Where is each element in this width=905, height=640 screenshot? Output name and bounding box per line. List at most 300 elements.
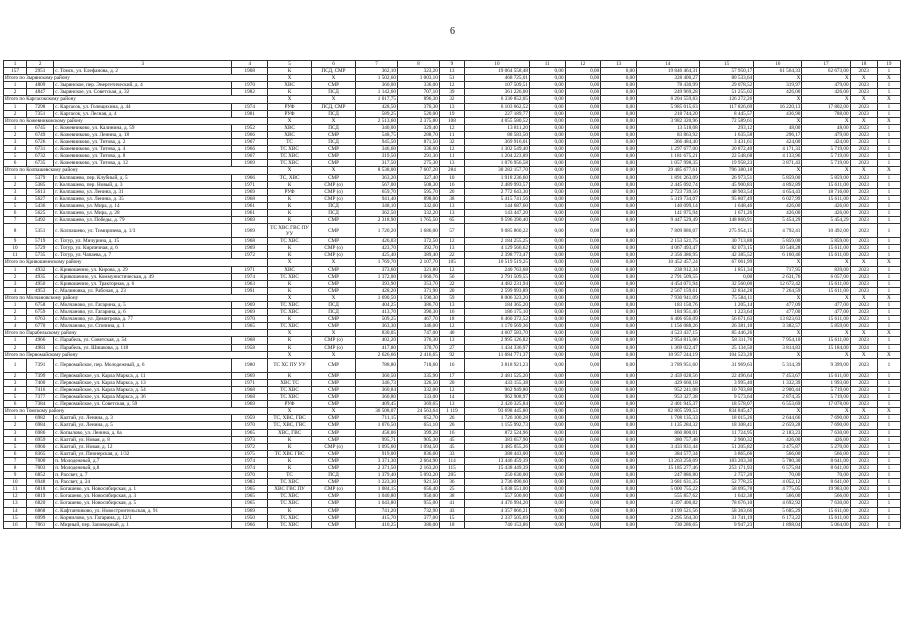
total-cell: 75 584,11 — [699, 294, 753, 301]
table-cell: с. Первомайское, ул. Карла Маркса, д. 54 — [54, 386, 232, 393]
table-cell: 2023 — [850, 82, 877, 89]
total-cell: Х — [802, 96, 850, 103]
table-cell: 0,00 — [565, 493, 601, 500]
table-cell: 2 318,90 — [356, 217, 398, 224]
table-cell: 2023 — [850, 287, 877, 294]
table-cell: 29 078,52 — [699, 82, 753, 89]
column-number-cell: 1 — [4, 61, 27, 68]
table-cell: 31 969,63 — [699, 358, 753, 372]
table-cell: 0,00 — [601, 479, 637, 486]
table-cell: 0,00 — [529, 500, 565, 507]
table-cell: 0,00 — [565, 280, 601, 287]
table-cell: 0,00 — [529, 195, 565, 202]
table-cell: 2 — [4, 89, 27, 96]
table-cell: 1 — [4, 358, 27, 372]
table-cell: СМР — [312, 415, 356, 422]
total-cell: 1 017,75 — [356, 96, 398, 103]
table-cell: 1970 — [232, 82, 268, 89]
table-cell: ТС, ХВС — [268, 174, 312, 181]
table-cell: 7399 — [27, 372, 54, 379]
table-cell: 15 — [4, 514, 27, 521]
table-cell: К — [268, 287, 312, 294]
total-cell: 1 119 — [439, 408, 464, 415]
table-cell: 184 365,20 — [465, 302, 530, 309]
table-cell: 148 860,91 — [699, 217, 753, 224]
table-cell: 1967 — [232, 153, 268, 160]
table-cell: 7351 — [27, 110, 54, 117]
table-cell: 0,00 — [601, 422, 637, 429]
total-cell: 126 272,26 — [699, 96, 753, 103]
table-cell: 0,00 — [565, 209, 601, 216]
table-cell: 1 076,50 — [356, 422, 398, 429]
table-cell: 1969 — [232, 160, 268, 167]
table-cell: 13 446 459,39 — [465, 457, 530, 464]
table-cell: 557 500,00 — [465, 493, 530, 500]
total-cell: 0,00 — [565, 330, 601, 337]
table-cell: 13 — [439, 401, 464, 408]
table-cell: 8 641,00 — [802, 464, 850, 471]
total-cell: 72 589,61 — [699, 117, 753, 124]
table-cell: К — [268, 443, 312, 450]
table-cell: СМР — [312, 372, 356, 379]
total-cell: 10 957 244,19 — [636, 351, 699, 358]
table-cell: 0,00 — [529, 287, 565, 294]
table-cell: 919,00 — [356, 450, 398, 457]
table-cell: 7391 — [27, 358, 54, 372]
table-cell: 2 — [4, 344, 27, 351]
table-cell: 1 — [877, 344, 900, 351]
column-number-cell: 9 — [439, 61, 464, 68]
table-cell: 17 078,00 — [802, 401, 850, 408]
building-row — [4, 521, 901, 528]
table-cell: 2023 — [850, 337, 877, 344]
table-cell: 117 826,69 — [699, 103, 753, 110]
total-cell: Х — [754, 294, 802, 301]
table-cell: 15 611,00 — [802, 181, 850, 188]
table-cell: 1 — [877, 316, 900, 323]
building-row — [4, 153, 901, 160]
table-cell: 0,00 — [565, 514, 601, 521]
total-cell: 0,00 — [565, 259, 601, 266]
table-cell: 2023 — [850, 372, 877, 379]
table-cell: 1 891 263,09 — [636, 174, 699, 181]
table-cell: 346,73 — [356, 379, 398, 386]
table-cell: 3 865,66 — [699, 450, 753, 457]
table-cell: с. Кожевниково, ул. Титова, д. 4 — [54, 146, 232, 153]
table-cell: с. Молчаново, ул. Гагарина, д. 5 — [54, 302, 232, 309]
table-cell: 0,00 — [529, 68, 565, 75]
table-cell: 6763 — [27, 316, 54, 323]
table-cell: 7298 — [27, 103, 54, 110]
table-cell: 361 226,00 — [465, 89, 530, 96]
table-cell: ПСД — [312, 89, 356, 96]
table-cell: с. Каргасок, ул. Голещихина, д. 44 — [54, 103, 232, 110]
table-cell: 1972 — [232, 443, 268, 450]
table-cell: 0,00 — [601, 195, 637, 202]
table-cell: 3 — [4, 139, 27, 146]
table-cell: 5 719,00 — [802, 160, 850, 167]
table-cell: 48,00 — [802, 124, 850, 131]
table-cell: 0,00 — [601, 103, 637, 110]
table-cell: 0,00 — [529, 436, 565, 443]
table-cell: 1969 — [232, 302, 268, 309]
table-cell: 4 476 994,20 — [465, 500, 530, 507]
building-row — [4, 266, 901, 273]
table-cell: ТС ХВС ГВС — [268, 450, 312, 457]
table-cell: 249 969,28 — [636, 89, 699, 96]
table-cell: 319,50 — [356, 153, 398, 160]
table-cell: п. Молодежный, д.8 — [54, 464, 232, 471]
table-cell: 25 134,50 — [699, 344, 753, 351]
register-table-wrapper — [3, 60, 901, 529]
table-cell: 467,70 — [397, 316, 439, 323]
table-cell: 0,00 — [601, 238, 637, 245]
table-cell: РУФ — [268, 110, 312, 117]
table-cell: 0,00 — [529, 358, 565, 372]
table-cell: 2023 — [850, 436, 877, 443]
table-cell: 3 — [4, 280, 27, 287]
table-cell: 11 — [4, 252, 27, 259]
table-cell: 1 434 336,97 — [465, 344, 530, 351]
total-cell: Х — [877, 294, 900, 301]
table-cell: 317,50 — [356, 160, 398, 167]
table-cell: 13 — [439, 103, 464, 110]
table-cell: 2023 — [850, 68, 877, 75]
table-cell: СМР — [312, 131, 356, 138]
table-cell: 4809 — [27, 82, 54, 89]
table-cell: с. Корнилово, ул. Гагарина, д. 12/1 — [54, 514, 232, 521]
table-cell: 5 038 551,00 — [465, 486, 530, 493]
total-cell: 0,00 — [529, 96, 565, 103]
table-cell: 415,70 — [356, 514, 398, 521]
building-row — [4, 195, 901, 202]
table-cell: 6759 — [27, 309, 54, 316]
table-cell: 362,10 — [356, 68, 398, 75]
table-cell: 141 975,94 — [636, 209, 699, 216]
district-total-label: Итого по Колпашевскому району — [4, 167, 268, 174]
table-cell: ТС ХВС — [268, 479, 312, 486]
table-cell: 2 900,32 — [699, 436, 753, 443]
table-cell: 14 — [439, 394, 464, 401]
total-cell: Х — [850, 117, 877, 124]
building-row — [4, 429, 901, 436]
table-cell: 1 918 236,60 — [465, 174, 530, 181]
table-cell: 2023 — [850, 209, 877, 216]
table-cell: с. Парабель, ул. Шишкова, д. 118 — [54, 344, 232, 351]
table-cell: 2 481 525,20 — [465, 372, 530, 379]
table-cell: 3 736 090,60 — [465, 479, 530, 486]
total-cell: 24 563,64 — [397, 408, 439, 415]
table-cell: с. Томск, ул. Елефанова, д. 2 — [54, 68, 232, 75]
table-cell: 11 — [4, 486, 27, 493]
table-cell: 183 150,76 — [636, 302, 699, 309]
table-cell: ПСД, СМР — [312, 68, 356, 75]
table-cell: 0,00 — [565, 124, 601, 131]
building-row — [4, 245, 901, 252]
table-cell: 520,00 — [397, 110, 439, 117]
table-cell: 240 763,68 — [465, 266, 530, 273]
table-cell: 0,00 — [565, 82, 601, 89]
table-cell: 995,71 — [356, 436, 398, 443]
table-cell: 860 800,01 — [636, 429, 699, 436]
table-cell: ХВС ГВС ПУ — [268, 486, 312, 493]
table-cell: 32 560,00 — [699, 280, 753, 287]
building-row — [4, 202, 901, 209]
table-cell: 2023 — [850, 245, 877, 252]
table-cell: 548,75 — [356, 131, 398, 138]
table-cell: СМР — [312, 422, 356, 429]
table-cell: 1 — [877, 238, 900, 245]
table-cell: 2023 — [850, 443, 877, 450]
table-cell: 52 778,25 — [699, 479, 753, 486]
total-cell: Х — [850, 167, 877, 174]
column-number-cell: 11 — [529, 61, 565, 68]
table-cell: 12 — [439, 266, 464, 273]
table-cell: 0,00 — [565, 394, 601, 401]
table-cell: 250 630,00 — [465, 472, 530, 479]
table-cell: 371,90 — [397, 287, 439, 294]
building-row — [4, 500, 901, 507]
table-cell: г. Колпашево, ул. Мира, д. 28 — [54, 209, 232, 216]
table-cell: 1 993,00 — [802, 379, 850, 386]
table-cell: 6 — [4, 401, 27, 408]
column-number-cell: 14 — [636, 61, 699, 68]
table-cell: 2 — [4, 309, 27, 316]
building-row — [4, 224, 901, 238]
total-cell: 0,00 — [529, 117, 565, 124]
table-cell: 788,00 — [802, 110, 850, 117]
table-cell: 426,00 — [802, 436, 850, 443]
table-cell: 0,00 — [601, 153, 637, 160]
table-cell: 1963 — [232, 280, 268, 287]
table-cell: 1 302 549,40 — [465, 146, 530, 153]
table-cell: 389,40 — [397, 252, 439, 259]
table-cell: 0,00 — [601, 521, 637, 528]
total-cell: Х — [754, 351, 802, 358]
total-cell: Х — [312, 330, 356, 337]
total-cell: 7 607,20 — [397, 167, 439, 174]
table-cell: 288,70 — [397, 131, 439, 138]
table-cell: 3 871,43 — [754, 160, 802, 167]
table-cell: 15 611,00 — [802, 252, 850, 259]
total-cell: Х — [877, 259, 900, 266]
table-cell: 26 — [439, 422, 464, 429]
table-cell: 2023 — [850, 238, 877, 245]
table-cell: 15 611,00 — [802, 507, 850, 514]
column-number-cell: 19 — [877, 61, 900, 68]
table-cell: СМР — [312, 287, 356, 294]
table-cell: ТС ХВС — [268, 238, 312, 245]
table-cell: 15 611,00 — [802, 280, 850, 287]
table-cell: СМР — [312, 266, 356, 273]
total-cell: 80 533,64 — [699, 75, 753, 82]
table-cell: 0,00 — [601, 429, 637, 436]
table-cell: 1974 — [232, 464, 268, 471]
table-cell: ТС ХВС — [268, 386, 312, 393]
table-cell: 1 720,20 — [356, 224, 398, 238]
table-cell: 13 — [439, 245, 464, 252]
table-cell: 384 577,34 — [636, 450, 699, 457]
table-cell: 0,00 — [565, 436, 601, 443]
table-cell: 1 — [877, 443, 900, 450]
table-cell: 1 204 223,89 — [465, 153, 530, 160]
total-cell: Х — [877, 408, 900, 415]
district-total-label: Итого по Молчановскому району — [4, 294, 268, 301]
total-cell: 0,00 — [529, 408, 565, 415]
table-cell: 0,00 — [601, 457, 637, 464]
table-cell: 0,00 — [529, 415, 565, 422]
table-cell: 0,00 — [565, 181, 601, 188]
table-cell: 1961 — [232, 202, 268, 209]
table-cell: 19 958,23 — [699, 160, 753, 167]
table-cell: 5 859,00 — [754, 238, 802, 245]
table-cell: 2023 — [850, 514, 877, 521]
total-cell: Х — [877, 117, 900, 124]
table-cell: 2 — [4, 131, 27, 138]
total-cell: 7 930 941,09 — [636, 294, 699, 301]
table-cell: 8 641,00 — [802, 457, 850, 464]
table-cell: 0,00 — [565, 188, 601, 195]
district-total-label: Итого по Зырянскому району — [4, 75, 268, 82]
table-cell: 5 859,00 — [754, 174, 802, 181]
table-cell: К — [268, 507, 312, 514]
table-cell: с. Парабель, ул. Советская, д. 54 — [54, 337, 232, 344]
table-cell: 377,00 — [397, 514, 439, 521]
table-cell: 950,00 — [397, 493, 439, 500]
table-cell: 2023 — [850, 309, 877, 316]
table-cell: 2023 — [850, 146, 877, 153]
table-cell: 6735 — [27, 160, 54, 167]
table-cell: 1966 — [232, 146, 268, 153]
total-cell: 284 — [439, 167, 464, 174]
table-cell: 1 — [877, 415, 900, 422]
table-cell: 5 — [4, 202, 27, 209]
total-cell: Х — [312, 167, 356, 174]
table-cell: 7000 — [27, 457, 54, 464]
table-cell: 1 — [4, 103, 27, 110]
table-cell: 388 443,00 — [465, 450, 530, 457]
table-cell: 1974 — [232, 103, 268, 110]
table-cell: 1 — [877, 110, 900, 117]
table-cell: 0,00 — [601, 472, 637, 479]
table-cell: 45 — [439, 436, 464, 443]
table-cell: 13 — [439, 209, 464, 216]
table-cell: 6852 — [27, 472, 54, 479]
table-cell: 0,00 — [601, 344, 637, 351]
table-cell: 11 724,95 — [699, 429, 753, 436]
table-cell: 1969 — [232, 507, 268, 514]
table-cell: 1 — [877, 486, 900, 493]
column-number-cell: 4 — [232, 61, 268, 68]
table-cell: 2 900,44 — [754, 386, 802, 393]
table-cell: 227 189,77 — [465, 110, 530, 117]
table-cell: 410,25 — [356, 521, 398, 528]
table-cell: 5 859,00 — [802, 174, 850, 181]
table-cell: ТС ХВС — [268, 273, 312, 280]
table-cell: 1 708 135,33 — [636, 415, 699, 422]
table-cell: 140 099,14 — [636, 202, 699, 209]
total-cell: Х — [754, 167, 802, 174]
table-cell: 1 — [877, 372, 900, 379]
table-cell: 1 — [877, 266, 900, 273]
table-cell: 2023 — [850, 181, 877, 188]
table-cell: 872 524,96 — [465, 429, 530, 436]
table-cell: 3 433 831,44 — [636, 443, 699, 450]
total-cell: Х — [268, 294, 312, 301]
building-row — [4, 507, 901, 514]
table-cell: 114 — [439, 457, 464, 464]
table-cell: 1 — [877, 188, 900, 195]
total-cell: Х — [312, 259, 356, 266]
table-cell: 429 660,18 — [636, 379, 699, 386]
table-cell: 0,00 — [529, 202, 565, 209]
table-cell: 13 — [4, 500, 27, 507]
table-cell: 0,00 — [601, 337, 637, 344]
table-cell: К — [268, 337, 312, 344]
table-cell: 247 886,80 — [636, 472, 699, 479]
total-cell: 51 — [439, 75, 464, 82]
table-cell: 386,70 — [397, 302, 439, 309]
table-cell: 12 — [439, 124, 464, 131]
total-cell: 59 — [439, 294, 464, 301]
total-cell: 3 982 320,96 — [636, 117, 699, 124]
table-cell: СМР — [312, 273, 356, 280]
table-cell: 20 872,40 — [699, 146, 753, 153]
table-cell: 0,00 — [565, 110, 601, 117]
table-cell: 424,00 — [802, 139, 850, 146]
table-cell: 425,40 — [356, 252, 398, 259]
table-cell: 0,00 — [601, 252, 637, 259]
table-cell: 1908 — [232, 68, 268, 75]
total-cell: 0,00 — [529, 351, 565, 358]
table-cell: 4 — [4, 436, 27, 443]
table-cell: 2 459 028,56 — [636, 372, 699, 379]
table-cell: 0,00 — [601, 500, 637, 507]
table-cell: СМР — [312, 146, 356, 153]
table-cell: 48,00 — [754, 124, 802, 131]
table-cell: 360,84 — [356, 386, 398, 393]
table-cell: ПСД — [312, 202, 356, 209]
table-cell: 4 892,89 — [754, 181, 802, 188]
building-row — [4, 422, 901, 429]
table-cell: 2 445 092,74 — [636, 181, 699, 188]
total-cell: Х — [850, 330, 877, 337]
table-cell: СМР — [312, 436, 356, 443]
district-total-row — [4, 96, 901, 103]
building-row — [4, 379, 901, 386]
table-cell: 36 — [439, 479, 464, 486]
table-cell: 363,20 — [356, 174, 398, 181]
table-cell: 1 057 998,35 — [636, 160, 699, 167]
table-cell: 1965 — [232, 500, 268, 507]
total-cell: 29 485 677,61 — [636, 167, 699, 174]
total-cell: 0,00 — [601, 330, 637, 337]
total-cell: Х — [877, 167, 900, 174]
table-cell: 2023 — [850, 379, 877, 386]
table-cell: 1965 — [232, 493, 268, 500]
table-cell: 0,00 — [529, 131, 565, 138]
table-cell: с. Первомайское, пер. Молодежный, д. 6 — [54, 358, 232, 372]
table-cell: 1969 — [232, 217, 268, 224]
building-row — [4, 337, 901, 344]
table-cell: 18 308,41 — [699, 422, 753, 429]
table-cell: 0,00 — [565, 302, 601, 309]
table-cell: 7 690,00 — [802, 422, 850, 429]
table-cell: 5 859,00 — [802, 238, 850, 245]
table-cell: 0,00 — [529, 450, 565, 457]
table-cell: 1 671,26 — [699, 209, 753, 216]
total-cell: 0,00 — [601, 75, 637, 82]
